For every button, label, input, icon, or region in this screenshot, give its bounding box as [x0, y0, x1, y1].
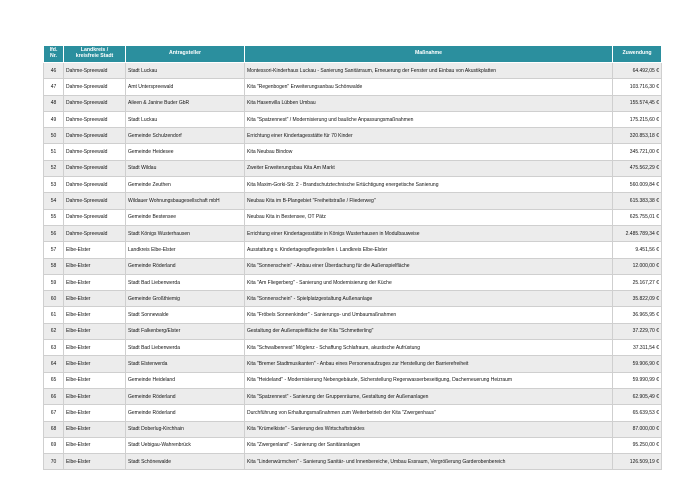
header-antragsteller: Antragsteller [126, 46, 245, 63]
cell-massnahme: Ausstattung v. Kindertagespflegestellen i. Landkreis Elbe-Elster [245, 242, 613, 258]
header-massnahme: Maßnahme [245, 46, 613, 63]
table-row [44, 372, 662, 388]
cell-zuwendung: 155.574,45 € [613, 95, 662, 111]
cell-antragsteller: Stadt Bad Liebenwerda [126, 340, 245, 356]
cell-zuwendung: 103.716,30 € [613, 79, 662, 95]
cell-antragsteller: Gemeinde Röderland [126, 388, 245, 404]
cell-antragsteller: Stadt Doberlug-Kirchhain [126, 421, 245, 437]
cell-antragsteller: Stadt Uebigau-Wahrenbrück [126, 437, 245, 453]
table-row [44, 340, 662, 356]
cell-antragsteller: Gemeinde Heideland [126, 372, 245, 388]
cell-nr: 56 [44, 225, 64, 241]
cell-zuwendung: 59.906,90 € [613, 356, 662, 372]
cell-antragsteller: Gemeinde Zeuthen [126, 177, 245, 193]
cell-nr: 53 [44, 177, 64, 193]
cell-zuwendung: 615.383,38 € [613, 193, 662, 209]
cell-massnahme: Errichtung einer Kindertagesstätte in Königs Wusterhausen in Modulbauweise [245, 225, 613, 241]
cell-antragsteller: Stadt Königs Wusterhausen [126, 225, 245, 241]
cell-antragsteller: Stadt Sonnewalde [126, 307, 245, 323]
cell-massnahme: Kita "Sonnenschein" - Spielplatzgestaltung Außenanlage [245, 291, 613, 307]
table-row [44, 454, 662, 470]
cell-zuwendung: 9.451,56 € [613, 242, 662, 258]
cell-nr: 65 [44, 372, 64, 388]
cell-massnahme: Neubau Kita in Bestensee, OT Pätz [245, 209, 613, 225]
cell-nr: 48 [44, 95, 64, 111]
cell-massnahme: Errichtung einer Kindertagesstätte für 70 Kinder [245, 128, 613, 144]
cell-landkreis: Dahme-Spreewald [64, 160, 126, 176]
cell-landkreis: Elbe-Elster [64, 340, 126, 356]
table-row [44, 274, 662, 290]
cell-landkreis: Elbe-Elster [64, 437, 126, 453]
cell-nr: 55 [44, 209, 64, 225]
header-landkreis-line2: kreisfreie Stadt [75, 53, 114, 59]
table-row [44, 323, 662, 339]
cell-antragsteller: Gemeinde Röderland [126, 258, 245, 274]
table-row [44, 437, 662, 453]
cell-nr: 52 [44, 160, 64, 176]
cell-nr: 68 [44, 421, 64, 437]
cell-zuwendung: 36.965,95 € [613, 307, 662, 323]
cell-nr: 58 [44, 258, 64, 274]
cell-landkreis: Dahme-Spreewald [64, 177, 126, 193]
cell-nr: 61 [44, 307, 64, 323]
cell-landkreis: Elbe-Elster [64, 372, 126, 388]
cell-zuwendung: 345.721,00 € [613, 144, 662, 160]
cell-nr: 67 [44, 405, 64, 421]
cell-antragsteller: Stadt Luckau [126, 63, 245, 79]
cell-landkreis: Elbe-Elster [64, 242, 126, 258]
cell-massnahme: Kita "Krümelkiste" - Sanierung des Wirtschaftstraktes [245, 421, 613, 437]
table-row [44, 111, 662, 127]
cell-landkreis: Elbe-Elster [64, 356, 126, 372]
table-header-row [44, 46, 662, 63]
cell-landkreis: Dahme-Spreewald [64, 63, 126, 79]
cell-zuwendung: 65.639,53 € [613, 405, 662, 421]
cell-antragsteller: Stadt Falkenberg/Elster [126, 323, 245, 339]
header-zuwendung: Zuwendung [613, 46, 662, 63]
table-row [44, 144, 662, 160]
cell-landkreis: Dahme-Spreewald [64, 144, 126, 160]
cell-antragsteller: Stadt Bad Liebenwerda [126, 274, 245, 290]
cell-landkreis: Elbe-Elster [64, 405, 126, 421]
cell-zuwendung: 25.167,27 € [613, 274, 662, 290]
cell-nr: 54 [44, 193, 64, 209]
cell-landkreis: Elbe-Elster [64, 388, 126, 404]
cell-landkreis: Dahme-Spreewald [64, 79, 126, 95]
cell-nr: 50 [44, 128, 64, 144]
cell-zuwendung: 475.562,29 € [613, 160, 662, 176]
cell-antragsteller: Stadt Luckau [126, 111, 245, 127]
table-body [44, 63, 662, 470]
table-row [44, 209, 662, 225]
cell-landkreis: Elbe-Elster [64, 454, 126, 470]
cell-massnahme: Kita "Sonnenschein" - Anbau einer Überdachung für die Außenspielfläche [245, 258, 613, 274]
table-row [44, 128, 662, 144]
cell-massnahme: Kita "Heideland" - Modernisierung Nebengebäude, Sicherstellung Regenwasserbeseitigung, Dacherneuerung Heizraum [245, 372, 613, 388]
header-nr: lfd. Nr. [44, 46, 64, 63]
cell-massnahme: Kita "Zwergenland" - Sanierung der Sanitäranlagen [245, 437, 613, 453]
cell-massnahme: Kita "Fröbels Sonnenkinder" - Sanierungs- und Umbaumaßnahmen [245, 307, 613, 323]
table-row [44, 242, 662, 258]
funding-table-sheet [43, 45, 661, 470]
cell-zuwendung: 59.990,99 € [613, 372, 662, 388]
cell-zuwendung: 2.485.789,34 € [613, 225, 662, 241]
table-row [44, 79, 662, 95]
header-landkreis [64, 46, 126, 63]
cell-massnahme: Zweiter Erweiterungsbau Kita Am Markt [245, 160, 613, 176]
table-row [44, 63, 662, 79]
cell-zuwendung: 35.822,09 € [613, 291, 662, 307]
table-row [44, 307, 662, 323]
cell-landkreis: Dahme-Spreewald [64, 193, 126, 209]
cell-zuwendung: 12.000,00 € [613, 258, 662, 274]
cell-antragsteller: Stadt Wildau [126, 160, 245, 176]
cell-landkreis: Dahme-Spreewald [64, 128, 126, 144]
cell-massnahme: Kita Hasenvilla Lübben Umbau [245, 95, 613, 111]
cell-zuwendung: 64.492,05 € [613, 63, 662, 79]
cell-antragsteller: Gemeinde Schulzendorf [126, 128, 245, 144]
cell-zuwendung: 37.311,54 € [613, 340, 662, 356]
cell-zuwendung: 320.853,18 € [613, 128, 662, 144]
cell-massnahme: Kita "Schwalbennest" Möglenz - Schaffung Schlafraum, akustische Aufrüstung [245, 340, 613, 356]
table-row [44, 225, 662, 241]
cell-antragsteller: Stadt Schönewalde [126, 454, 245, 470]
table-row [44, 95, 662, 111]
table-row [44, 193, 662, 209]
cell-zuwendung: 175.215,60 € [613, 111, 662, 127]
cell-massnahme: Neubau Kita im B-Plangebiet "Freiheitstraße / Fliederweg" [245, 193, 613, 209]
cell-antragsteller: Gemeinde Großthiemig [126, 291, 245, 307]
cell-zuwendung: 62.905,49 € [613, 388, 662, 404]
cell-nr: 57 [44, 242, 64, 258]
table-row [44, 388, 662, 404]
cell-nr: 69 [44, 437, 64, 453]
cell-nr: 62 [44, 323, 64, 339]
cell-nr: 59 [44, 274, 64, 290]
cell-landkreis: Elbe-Elster [64, 291, 126, 307]
cell-nr: 51 [44, 144, 64, 160]
cell-landkreis: Dahme-Spreewald [64, 209, 126, 225]
cell-massnahme: Kita "Lindenwürmchen" - Sanierung Sanitär- und Innenbereiche, Umbau Essraum, Vergrößerung Garderobenbereich [245, 454, 613, 470]
table-row [44, 421, 662, 437]
cell-landkreis: Dahme-Spreewald [64, 95, 126, 111]
table-row [44, 291, 662, 307]
cell-antragsteller: Gemeinde Röderland [126, 405, 245, 421]
cell-massnahme: Gestaltung der Außenspielfläche der Kita "Schmetterling" [245, 323, 613, 339]
cell-nr: 60 [44, 291, 64, 307]
cell-landkreis: Dahme-Spreewald [64, 225, 126, 241]
cell-landkreis: Elbe-Elster [64, 421, 126, 437]
table-row [44, 160, 662, 176]
cell-antragsteller: Wildauer Wohnungsbaugesellschaft mbH [126, 193, 245, 209]
cell-landkreis: Dahme-Spreewald [64, 111, 126, 127]
cell-antragsteller: Landkreis Elbe-Elster [126, 242, 245, 258]
cell-nr: 47 [44, 79, 64, 95]
cell-massnahme: Kita Maxim-Gorki-Str. 2 - Brandschutztechnische Ertüchtigung energetische Sanierung [245, 177, 613, 193]
cell-zuwendung: 126.509,19 € [613, 454, 662, 470]
cell-massnahme: Montessori-Kinderhaus Luckau - Sanierung Sanitärraum, Erneuerung der Fenster und Einbau von Akustikplatten [245, 63, 613, 79]
cell-zuwendung: 625.755,01 € [613, 209, 662, 225]
table-row [44, 405, 662, 421]
cell-massnahme: Kita Neubau Bindow [245, 144, 613, 160]
table-row [44, 356, 662, 372]
cell-landkreis: Elbe-Elster [64, 274, 126, 290]
cell-antragsteller: Aileen & Janine Buder GbR [126, 95, 245, 111]
cell-nr: 49 [44, 111, 64, 127]
cell-massnahme: Kita "Bremer Stadtmusikanten" - Anbau eines Personenaufzuges zur Herstellung der Barrierefreiheit [245, 356, 613, 372]
cell-antragsteller: Amt Unterspreewald [126, 79, 245, 95]
cell-zuwendung: 560.009,84 € [613, 177, 662, 193]
cell-antragsteller: Stadt Elsterwerda [126, 356, 245, 372]
cell-nr: 66 [44, 388, 64, 404]
table-row [44, 258, 662, 274]
cell-massnahme: Kita "Spatzennest" / Modernisierung und bauliche Anpassungsmaßnahmen [245, 111, 613, 127]
cell-antragsteller: Gemeinde Heidesee [126, 144, 245, 160]
cell-massnahme: Durchführung von Erhaltungsmaßnahmen zum Weiterbetrieb der Kita "Zwergenhaus" [245, 405, 613, 421]
cell-massnahme: Kita "Spatzennest" - Sanierung der Gruppenräume, Gestaltung der Außenanlagen [245, 388, 613, 404]
cell-zuwendung: 87.000,00 € [613, 421, 662, 437]
cell-nr: 64 [44, 356, 64, 372]
cell-landkreis: Elbe-Elster [64, 258, 126, 274]
cell-massnahme: Kita "Am Fliegerberg" - Sanierung und Modernisierung der Küche [245, 274, 613, 290]
cell-zuwendung: 37.229,70 € [613, 323, 662, 339]
table-row [44, 177, 662, 193]
funding-table [43, 45, 662, 470]
cell-massnahme: Kita "Regenbogen" Erweiterungsanbau Schönwalde [245, 79, 613, 95]
cell-landkreis: Elbe-Elster [64, 307, 126, 323]
cell-nr: 46 [44, 63, 64, 79]
header-landkreis-line1: Landkreis / [80, 47, 109, 54]
cell-nr: 70 [44, 454, 64, 470]
cell-antragsteller: Gemeinde Bestensee [126, 209, 245, 225]
cell-zuwendung: 95.250,00 € [613, 437, 662, 453]
cell-nr: 63 [44, 340, 64, 356]
cell-landkreis: Elbe-Elster [64, 323, 126, 339]
